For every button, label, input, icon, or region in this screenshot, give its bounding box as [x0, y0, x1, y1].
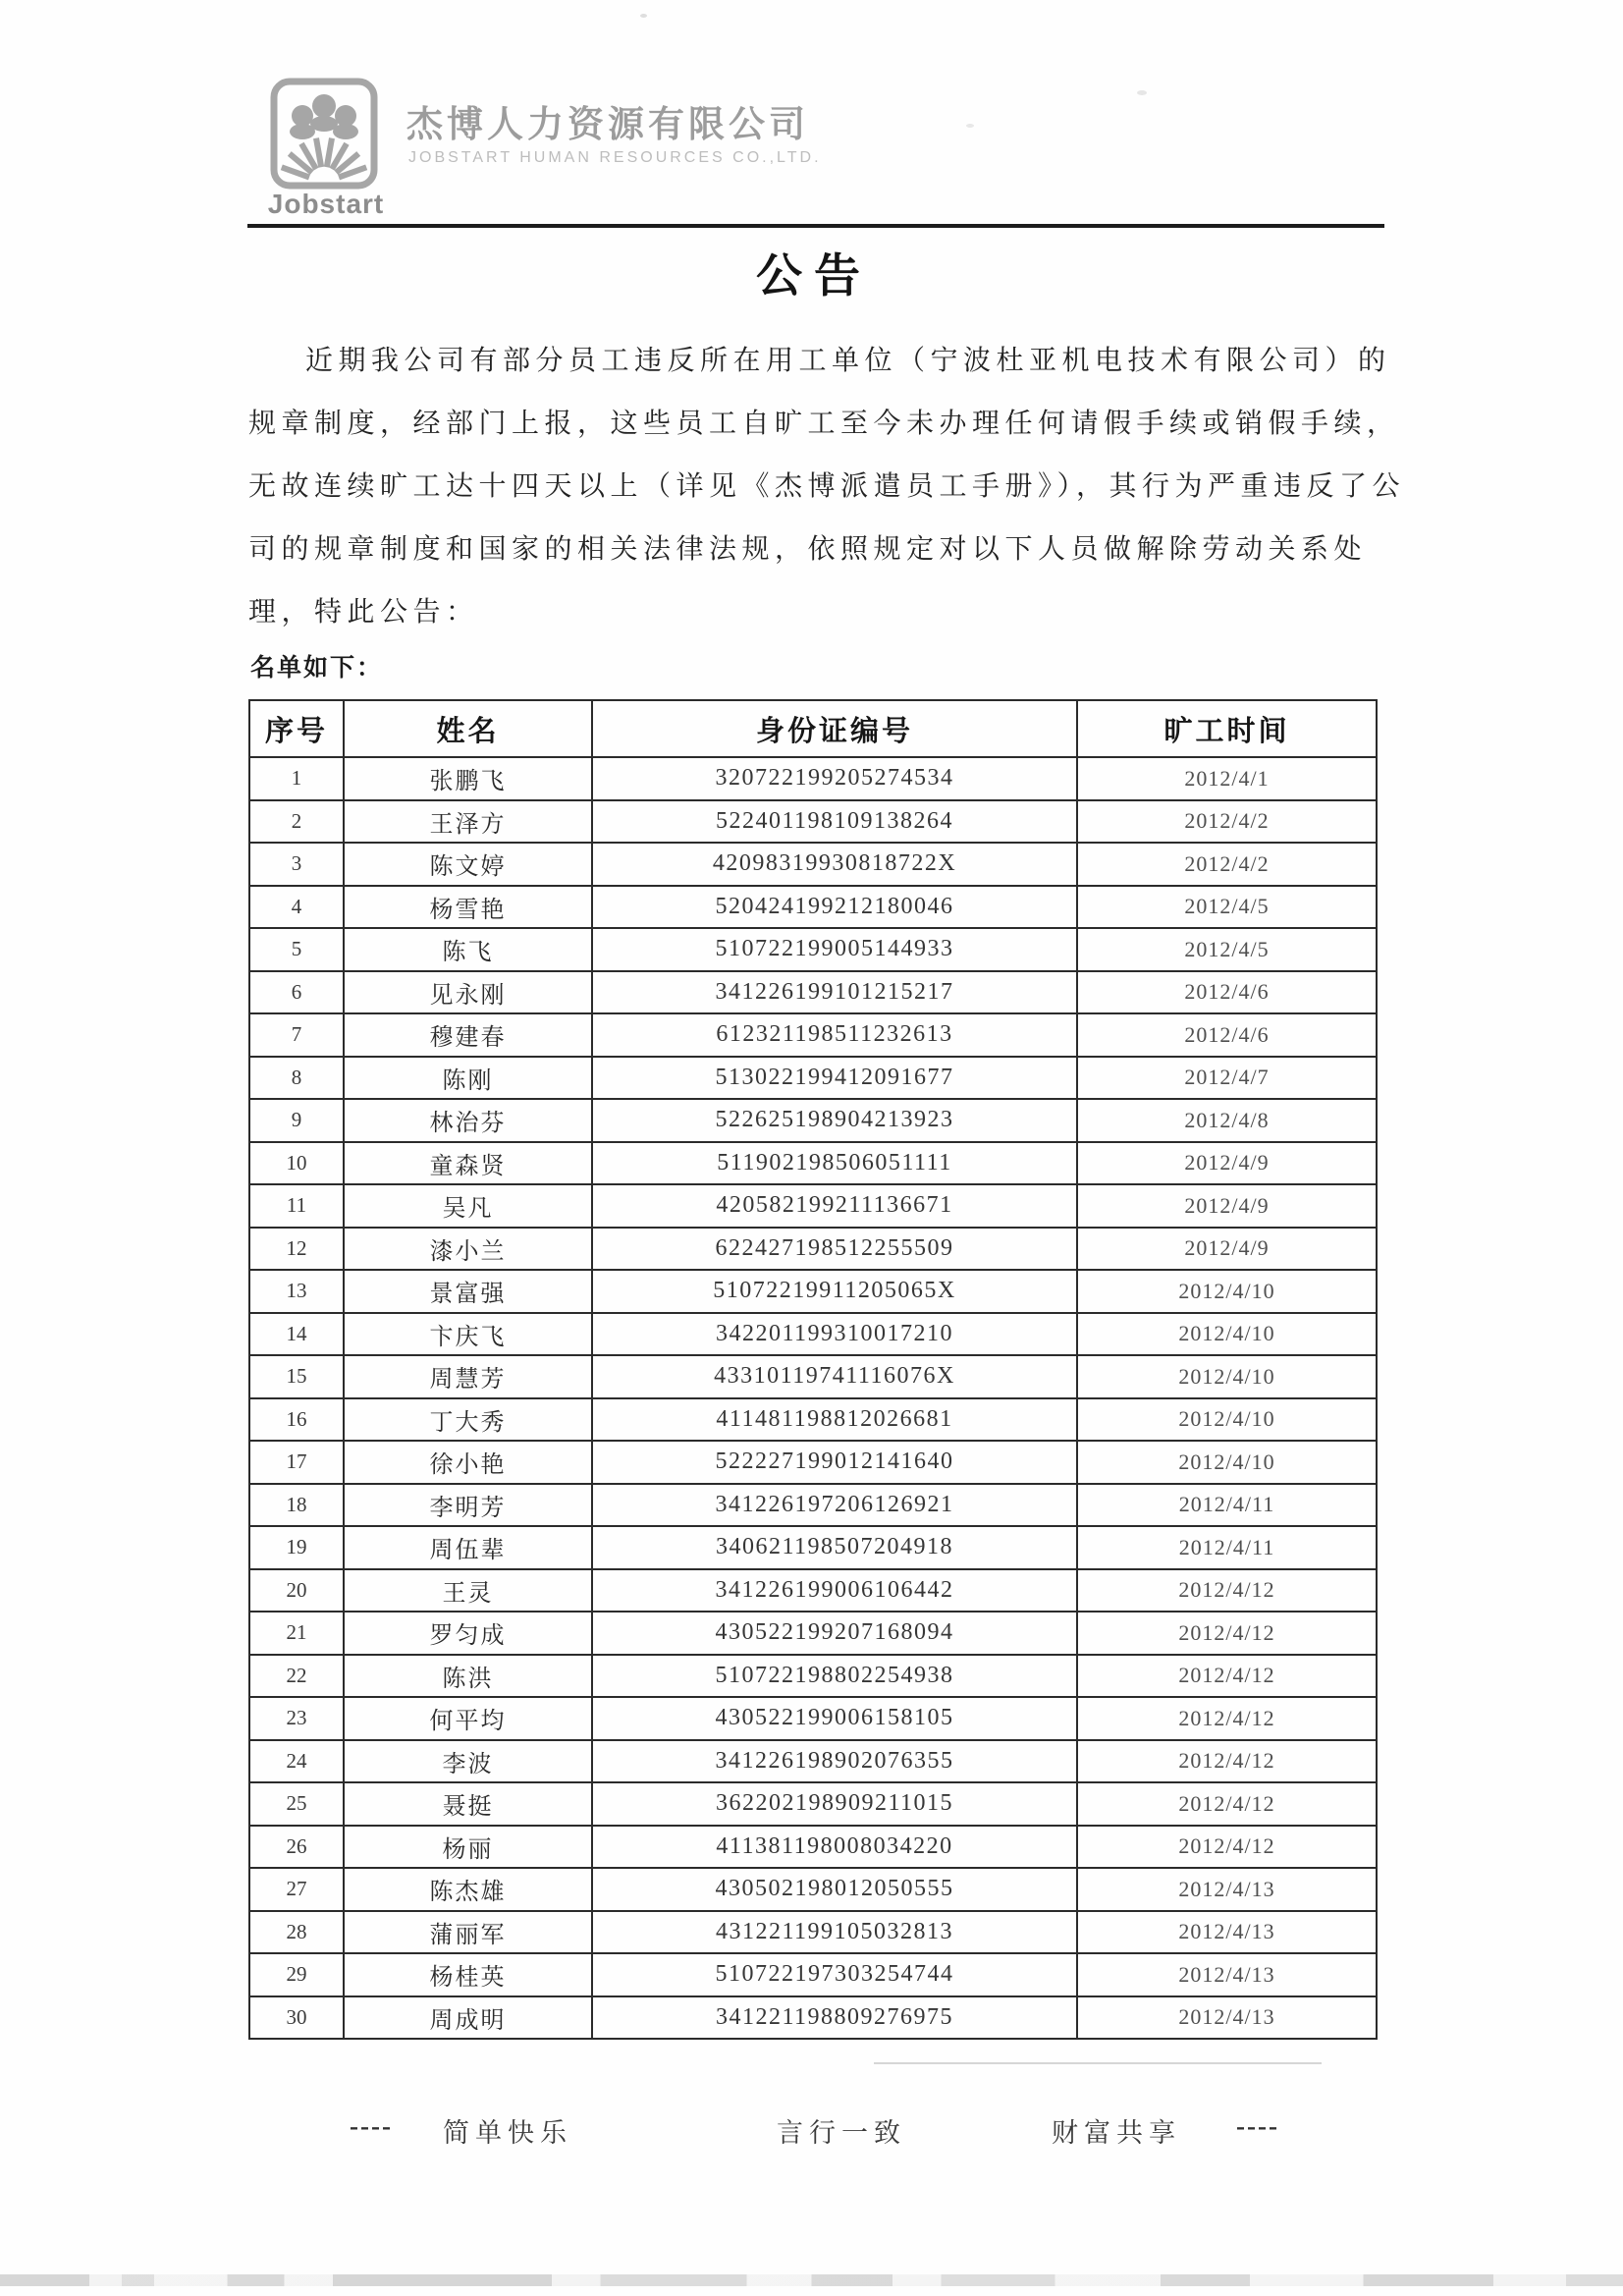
cell-absence-date: 2012/4/1 [1077, 757, 1377, 800]
cell-id-number: 510722197303254744 [592, 1953, 1077, 1996]
footer-slogan-3: 财富共享 [1052, 2118, 1181, 2148]
footer-slogan-1: 简单快乐 [443, 2118, 572, 2148]
cell-absence-date: 2012/4/2 [1077, 843, 1377, 886]
scan-speck [1137, 90, 1147, 95]
cell-name: 漆小兰 [344, 1228, 592, 1271]
cell-absence-date: 2012/4/13 [1077, 1953, 1377, 1996]
cell-id-number: 411381198008034220 [592, 1826, 1077, 1869]
cell-absence-date: 2012/4/6 [1077, 971, 1377, 1014]
cell-name: 穆建春 [344, 1013, 592, 1057]
table-row [249, 971, 1377, 1014]
cell-id-number: 411481198812026681 [592, 1398, 1077, 1442]
cell-id-number: 522401198109138264 [592, 800, 1077, 844]
table-row [249, 1057, 1377, 1100]
table-row [249, 928, 1377, 971]
cell-index: 28 [249, 1911, 344, 1954]
table-row [249, 1740, 1377, 1783]
cell-id-number: 510722199005144933 [592, 928, 1077, 971]
scan-edge-band [0, 2274, 1623, 2286]
table-row [249, 757, 1377, 800]
table-row [249, 800, 1377, 844]
table-row [249, 1655, 1377, 1698]
cell-index: 8 [249, 1057, 344, 1100]
cell-id-number: 342201199310017210 [592, 1313, 1077, 1356]
list-label: 名单如下： [250, 655, 384, 682]
cell-id-number: 420582199211136671 [592, 1184, 1077, 1228]
cell-id-number: 522625198904213923 [592, 1099, 1077, 1142]
table-row [249, 1697, 1377, 1740]
cell-absence-date: 2012/4/12 [1077, 1697, 1377, 1740]
cell-name: 见永刚 [344, 971, 592, 1014]
cell-name: 杨桂英 [344, 1953, 592, 1996]
cell-index: 14 [249, 1313, 344, 1356]
cell-name: 陈刚 [344, 1057, 592, 1100]
cell-absence-date: 2012/4/10 [1077, 1270, 1377, 1313]
cell-id-number: 341226198902076355 [592, 1740, 1077, 1783]
cell-index: 10 [249, 1142, 344, 1185]
table-row [249, 1526, 1377, 1569]
scan-speck [640, 14, 647, 18]
table-row [249, 1868, 1377, 1911]
cell-name: 李明芳 [344, 1484, 592, 1527]
table-row [249, 1612, 1377, 1655]
cell-name: 杨雪艳 [344, 886, 592, 929]
cell-absence-date: 2012/4/9 [1077, 1142, 1377, 1185]
cell-absence-date: 2012/4/13 [1077, 1868, 1377, 1911]
cell-id-number: 341221198809276975 [592, 1996, 1077, 2040]
cell-absence-date: 2012/4/7 [1077, 1057, 1377, 1100]
table-row [249, 1228, 1377, 1271]
cell-name: 罗匀成 [344, 1612, 592, 1655]
cell-index: 26 [249, 1826, 344, 1869]
cell-index: 6 [249, 971, 344, 1014]
cell-index: 22 [249, 1655, 344, 1698]
body-line: 理，特此公告： [248, 597, 479, 628]
cell-id-number: 522227199012141640 [592, 1441, 1077, 1484]
body-line: 无故连续旷工达十四天以上（详见《杰博派遣员工手册》），其行为严重违反了公 [248, 471, 1406, 502]
cell-index: 5 [249, 928, 344, 971]
cell-name: 林治芬 [344, 1099, 592, 1142]
cell-index: 7 [249, 1013, 344, 1057]
cell-name: 杨丽 [344, 1826, 592, 1869]
table-header-row [249, 700, 1377, 757]
table-row [249, 1484, 1377, 1527]
cell-id-number: 510722198802254938 [592, 1655, 1077, 1698]
cell-id-number: 520424199212180046 [592, 886, 1077, 929]
cell-index: 19 [249, 1526, 344, 1569]
footer-dash-right: ---- [1236, 2111, 1279, 2141]
cell-absence-date: 2012/4/10 [1077, 1355, 1377, 1398]
table-row [249, 1313, 1377, 1356]
cell-name: 吴凡 [344, 1184, 592, 1228]
cell-name: 李波 [344, 1740, 592, 1783]
cell-name: 何平均 [344, 1697, 592, 1740]
cell-absence-date: 2012/4/12 [1077, 1740, 1377, 1783]
cell-name: 蒲丽军 [344, 1911, 592, 1954]
cell-name: 王灵 [344, 1569, 592, 1613]
absence-roster-table [248, 699, 1378, 2040]
cell-id-number: 42098319930818722X [592, 843, 1077, 886]
cell-id-number: 320722199205274534 [592, 757, 1077, 800]
cell-absence-date: 2012/4/5 [1077, 928, 1377, 971]
table-row [249, 1270, 1377, 1313]
cell-absence-date: 2012/4/8 [1077, 1099, 1377, 1142]
table-row [249, 1911, 1377, 1954]
table-row [249, 1441, 1377, 1484]
cell-absence-date: 2012/4/13 [1077, 1911, 1377, 1954]
cell-name: 周慧芳 [344, 1355, 592, 1398]
cell-index: 12 [249, 1228, 344, 1271]
cell-name: 周成明 [344, 1996, 592, 2040]
cell-name: 陈洪 [344, 1655, 592, 1698]
company-name-chinese: 杰博人力资源有限公司 [406, 104, 809, 144]
absence-table-body [249, 757, 1377, 2039]
body-line: 规章制度，经部门上报，这些员工自旷工至今未办理任何请假手续或销假手续， [248, 409, 1400, 439]
cell-index: 9 [249, 1099, 344, 1142]
table-row [249, 1953, 1377, 1996]
cell-index: 23 [249, 1697, 344, 1740]
cell-index: 18 [249, 1484, 344, 1527]
cell-absence-date: 2012/4/13 [1077, 1996, 1377, 2040]
cell-index: 11 [249, 1184, 344, 1228]
cell-index: 4 [249, 886, 344, 929]
col-header-absence-date: 旷工时间 [1077, 700, 1377, 757]
cell-name: 周伍辈 [344, 1526, 592, 1569]
body-line: 近期我公司有部分员工违反所在用工单位（宁波杜亚机电技术有限公司）的 [305, 346, 1391, 376]
cell-absence-date: 2012/4/12 [1077, 1612, 1377, 1655]
jobstart-logo-icon [269, 77, 379, 191]
table-row [249, 1099, 1377, 1142]
cell-name: 王泽方 [344, 800, 592, 844]
cell-id-number: 430522199006158105 [592, 1697, 1077, 1740]
cell-name: 卞庆飞 [344, 1313, 592, 1356]
cell-id-number: 430502198012050555 [592, 1868, 1077, 1911]
cell-name: 童森贤 [344, 1142, 592, 1185]
cell-index: 27 [249, 1868, 344, 1911]
letterhead-divider [247, 224, 1384, 228]
body-line: 司的规章制度和国家的相关法律法规，依照规定对以下人员做解除劳动关系处 [248, 534, 1368, 565]
cell-absence-date: 2012/4/9 [1077, 1184, 1377, 1228]
page-title: 公告 [756, 251, 872, 302]
col-header-name: 姓名 [344, 700, 592, 757]
cell-id-number: 341226197206126921 [592, 1484, 1077, 1527]
announcement-body [248, 330, 1406, 644]
cell-absence-date: 2012/4/10 [1077, 1398, 1377, 1442]
table-row [249, 1996, 1377, 2040]
cell-absence-date: 2012/4/12 [1077, 1826, 1377, 1869]
jobstart-logo-wordmark: Jobstart [267, 189, 385, 219]
cell-index: 29 [249, 1953, 344, 1996]
cell-id-number: 430522199207168094 [592, 1612, 1077, 1655]
table-row [249, 1184, 1377, 1228]
cell-index: 16 [249, 1398, 344, 1442]
table-row [249, 1398, 1377, 1442]
cell-name: 景富强 [344, 1270, 592, 1313]
cell-absence-date: 2012/4/9 [1077, 1228, 1377, 1271]
cell-name: 丁大秀 [344, 1398, 592, 1442]
table-row [249, 1142, 1377, 1185]
cell-index: 25 [249, 1782, 344, 1826]
cell-id-number: 341226199006106442 [592, 1569, 1077, 1613]
col-header-index: 序号 [249, 700, 344, 757]
cell-index: 21 [249, 1612, 344, 1655]
cell-id-number: 341226199101215217 [592, 971, 1077, 1014]
footer-slogans [0, 2111, 1623, 2157]
table-row [249, 1569, 1377, 1613]
table-row [249, 1826, 1377, 1869]
cell-id-number: 51072219911205065X [592, 1270, 1077, 1313]
cell-id-number: 340621198507204918 [592, 1526, 1077, 1569]
cell-absence-date: 2012/4/10 [1077, 1313, 1377, 1356]
cell-absence-date: 2012/4/11 [1077, 1484, 1377, 1527]
cell-name: 张鹏飞 [344, 757, 592, 800]
footer-dash-left: ---- [350, 2111, 393, 2141]
cell-id-number: 622427198512255509 [592, 1228, 1077, 1271]
cell-index: 20 [249, 1569, 344, 1613]
cell-absence-date: 2012/4/10 [1077, 1441, 1377, 1484]
company-name-english: JOBSTART HUMAN RESOURCES CO.,LTD. [408, 149, 822, 166]
table-row [249, 1355, 1377, 1398]
table-row [249, 1782, 1377, 1826]
cell-id-number: 431221199105032813 [592, 1911, 1077, 1954]
table-row [249, 1013, 1377, 1057]
cell-absence-date: 2012/4/11 [1077, 1526, 1377, 1569]
cell-id-number: 511902198506051111 [592, 1142, 1077, 1185]
cell-absence-date: 2012/4/12 [1077, 1782, 1377, 1826]
table-row [249, 886, 1377, 929]
cell-absence-date: 2012/4/5 [1077, 886, 1377, 929]
cell-index: 15 [249, 1355, 344, 1398]
cell-index: 3 [249, 843, 344, 886]
scan-speck [966, 124, 974, 128]
cell-absence-date: 2012/4/12 [1077, 1569, 1377, 1613]
cell-index: 17 [249, 1441, 344, 1484]
cell-index: 2 [249, 800, 344, 844]
cell-name: 陈杰雄 [344, 1868, 592, 1911]
scan-artifact-line [874, 2062, 1322, 2064]
cell-index: 30 [249, 1996, 344, 2040]
cell-id-number: 362202198909211015 [592, 1782, 1077, 1826]
cell-absence-date: 2012/4/2 [1077, 800, 1377, 844]
cell-index: 1 [249, 757, 344, 800]
cell-id-number: 612321198511232613 [592, 1013, 1077, 1057]
cell-absence-date: 2012/4/6 [1077, 1013, 1377, 1057]
cell-name: 聂挺 [344, 1782, 592, 1826]
table-row [249, 843, 1377, 886]
cell-index: 24 [249, 1740, 344, 1783]
col-header-id-number: 身份证编号 [592, 700, 1077, 757]
cell-id-number: 43310119741116076X [592, 1355, 1077, 1398]
footer-slogan-2: 言行一致 [777, 2118, 906, 2148]
cell-name: 陈飞 [344, 928, 592, 971]
cell-index: 13 [249, 1270, 344, 1313]
cell-name: 陈文婷 [344, 843, 592, 886]
cell-absence-date: 2012/4/12 [1077, 1655, 1377, 1698]
cell-id-number: 513022199412091677 [592, 1057, 1077, 1100]
cell-name: 徐小艳 [344, 1441, 592, 1484]
